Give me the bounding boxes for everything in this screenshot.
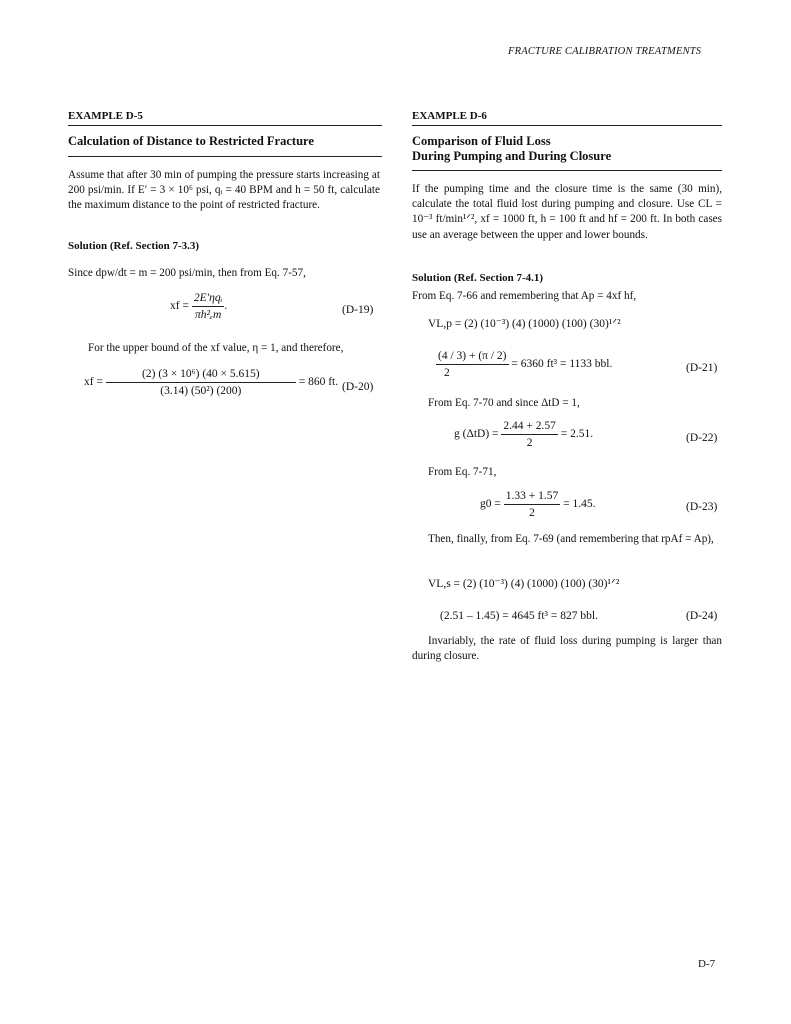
eq-number-d21: (D-21) <box>686 362 718 374</box>
example-d6-label: EXAMPLE D-6 <box>412 110 487 122</box>
eq21-denominator: 2 <box>444 367 450 379</box>
eq23-numerator: 1.33 + 1.57 <box>504 490 561 505</box>
from-eq-766: From Eq. 7-66 and remembering that Ap = 4xf hf, <box>412 290 637 302</box>
eq-number-d20: (D-20) <box>342 381 374 393</box>
eq21-fraction <box>436 350 509 379</box>
eq21-numerator: (4 / 3) + (π / 2) <box>436 350 509 365</box>
since-line: Since dpw/dt = m = 200 psi/min, then from Eq. 7-57, <box>68 267 306 279</box>
rule <box>68 125 382 126</box>
from-eq-770: From Eq. 7-70 and since ΔtD = 1, <box>428 397 580 409</box>
eq21-result: = 6360 ft³ = 1133 bbl. <box>511 358 613 371</box>
rule <box>68 156 382 157</box>
equation-d20 <box>84 368 338 397</box>
eq24-line1: VL,s = (2) (10⁻³) (4) (1000) (100) (30)¹ᐟ² <box>428 578 620 590</box>
eq20-lhs: xf = <box>84 376 103 389</box>
eq19-denominator: πh²ₑm <box>194 309 222 321</box>
equation-d21 <box>436 350 612 379</box>
running-header: FRACTURE CALIBRATION TREATMENTS <box>508 46 702 57</box>
eq23-result: = 1.45. <box>563 498 596 511</box>
example-d6-title-line1: Comparison of Fluid Loss <box>412 134 551 148</box>
conclusion: Invariably, the rate of fluid loss during pumping is larger than during closure. <box>412 635 722 663</box>
eq-number-d22: (D-22) <box>686 432 718 444</box>
eq22-fraction <box>501 420 558 449</box>
then-line: Then, finally, from Eq. 7-69 (and remembering that rpAf = Ap), <box>428 533 714 545</box>
eq20-denominator: (3.14) (50²) (200) <box>160 385 242 397</box>
eq23-fraction <box>504 490 561 519</box>
eq19-lhs: xf = <box>170 300 189 313</box>
eq23-denominator: 2 <box>529 507 535 519</box>
upper-bound-line: For the upper bound of the xf value, η = 1, and therefore, <box>88 342 344 354</box>
eq22-denominator: 2 <box>526 437 533 449</box>
equation-d19 <box>170 292 227 321</box>
eq20-result: = 860 ft. <box>298 376 339 389</box>
eq-number-d23: (D-23) <box>686 501 718 513</box>
example-d5-label: EXAMPLE D-5 <box>68 110 143 122</box>
eq19-numerator: 2E′ηqᵢ <box>192 292 225 307</box>
eq24-line2: (2.51 – 1.45) = 4645 ft³ = 827 bbl. <box>440 610 598 622</box>
example-d5-solution-heading: Solution (Ref. Section 7-3.3) <box>68 240 200 252</box>
eq23-lhs: g0 = <box>480 498 501 511</box>
example-d5-intro: Assume that after 30 min of pumping the pressure starts increasing at 200 psi/min. If E′ = 3 × 10⁶ psi, qᵢ = 40 BPM and h = 50 ft, calculate the maximum distance to the point of restricted fracture. <box>68 169 380 212</box>
example-d5-title: Calculation of Distance to Restricted Fracture <box>68 134 314 148</box>
eq20-numerator: (2) (3 × 10⁶) (40 × 5.615) <box>106 368 296 383</box>
eq19-fraction <box>192 292 228 321</box>
example-d6-solution-heading: Solution (Ref. Section 7-4.1) <box>412 272 544 284</box>
eq22-lhs: g (ΔtD) = <box>454 428 499 441</box>
page-number: D-7 <box>698 958 716 970</box>
eq22-numerator: 2.44 + 2.57 <box>501 420 558 435</box>
rule <box>412 170 722 171</box>
example-d6-intro: If the pumping time and the closure time is the same (30 min), calculate the total fluid lost during pumping and closure. Use CL = 10⁻³ ft/min¹ᐟ², xf = 1000 ft, h = 100 ft and hf = 200 ft. In both cases use an average between the upper and lower bounds. <box>412 183 722 241</box>
eq-number-d24: (D-24) <box>686 610 718 622</box>
eq21-line1: VL,p = (2) (10⁻³) (4) (1000) (100) (30)¹ᐟ² <box>428 318 621 330</box>
eq19-tail: . <box>224 300 228 313</box>
rule <box>412 125 722 126</box>
eq-number-d19: (D-19) <box>342 304 374 316</box>
equation-d22 <box>454 420 593 449</box>
eq20-fraction <box>106 368 296 397</box>
from-eq-771: From Eq. 7-71, <box>428 466 497 478</box>
example-d6-title-line2: During Pumping and During Closure <box>412 149 612 163</box>
eq22-result: = 2.51. <box>560 428 594 441</box>
equation-d23 <box>480 490 596 519</box>
